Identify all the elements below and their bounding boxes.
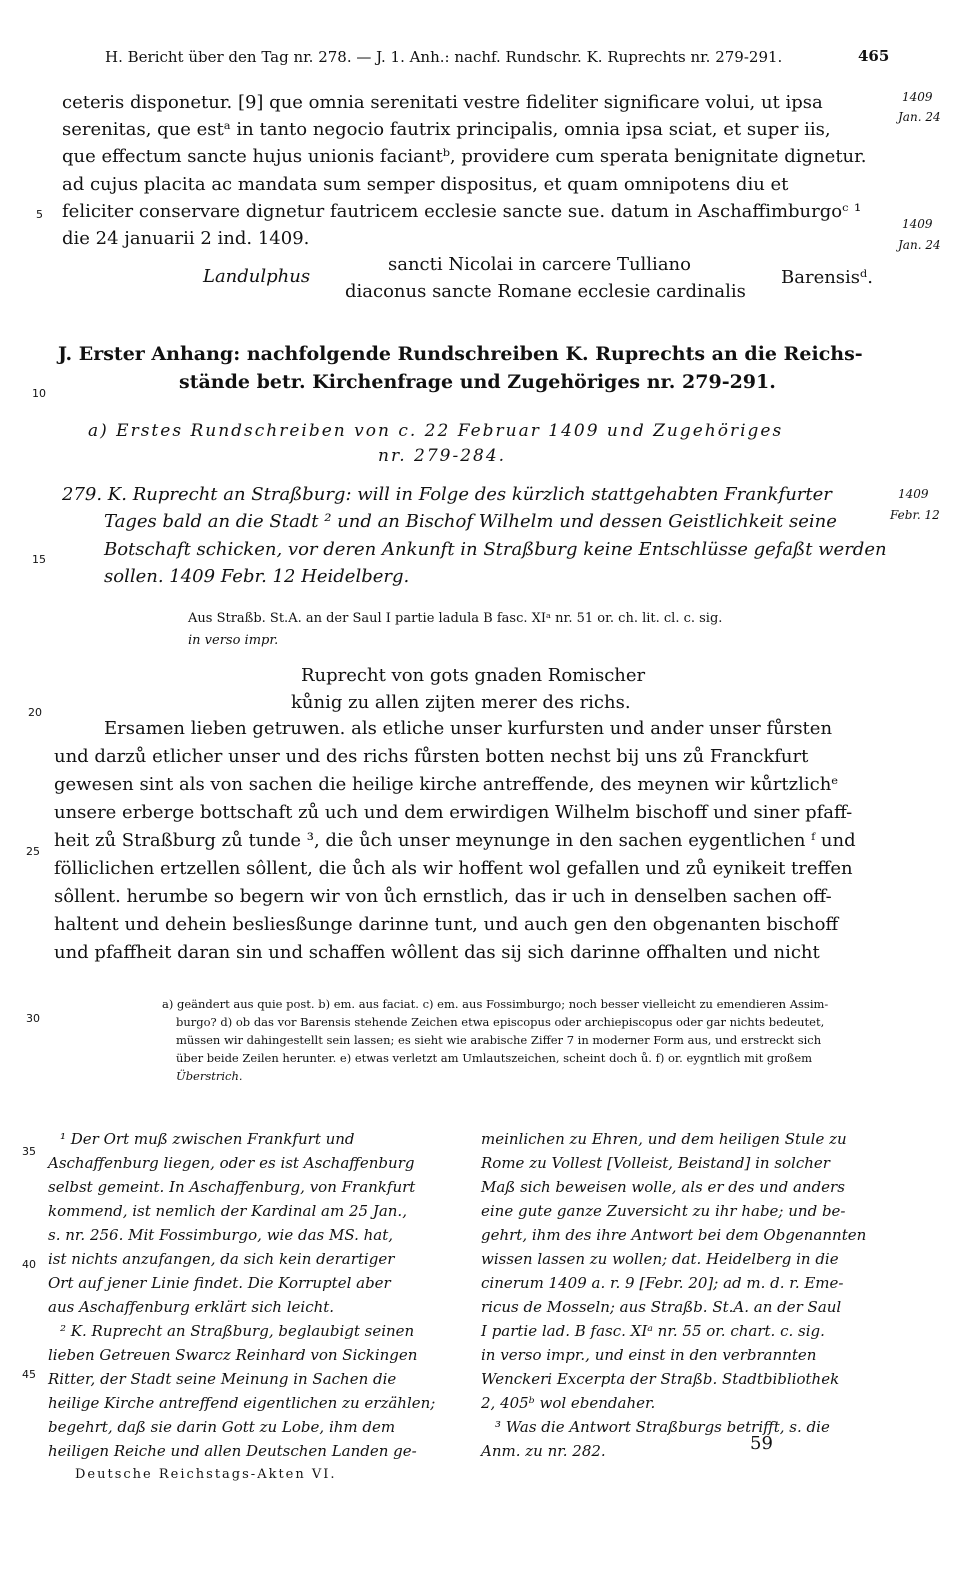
letter-intitulatio: kůnig zu allen zijten merer des richs. — [291, 692, 631, 713]
footnote-line: selbst gemeint. In Aschaffenburg, von Frankfurt — [48, 1178, 416, 1196]
footnote-line: Anm. zu nr. 282. — [481, 1442, 606, 1460]
footnote-line: meinlichen zu Ehren, und dem heiligen Stule zu — [481, 1130, 847, 1148]
line-number: 20 — [28, 706, 42, 719]
margin-date-year: 1409 — [898, 487, 929, 501]
footnote-line: kommend, ist nemlich der Kardinal am 25 Jan., — [48, 1202, 407, 1220]
footnote-line: Rome zu Vollest [Volleist, Beistand] in solcher — [481, 1154, 830, 1172]
text-line: die 24 januarii 2 ind. 1409. — [62, 228, 310, 249]
footnote-line: in verso impr., und einst in den verbrannten — [481, 1346, 817, 1364]
footnote-line: aus Aschaffenburg erklärt sich leicht. — [48, 1298, 335, 1316]
footnote-line: wissen lassen zu wollen; dat. Heidelberg in die — [481, 1250, 839, 1268]
footnote-line: ³ Was die Antwort Straßburgs betrifft, s. die — [495, 1418, 830, 1436]
line-number: 30 — [26, 1012, 40, 1025]
footnote-line: Maß sich beweisen wolle, als er des und anders — [481, 1178, 845, 1196]
letter-line: Ersamen lieben getruwen. als etliche unser kurfursten und ander unser fůrsten — [104, 718, 833, 739]
footnote-line: Ort auf jener Linie findet. Die Korruptel aber — [48, 1274, 391, 1292]
margin-date-day: Jan. 24 — [898, 110, 941, 124]
letter-line: und darzů etlicher unser und des richs fůrsten botten nechst bij uns zů Franckfurt — [54, 746, 809, 767]
line-number: 5 — [36, 208, 43, 221]
running-title: H. Bericht über den Tag nr. 278. — J. 1. Anh.: nachf. Rundschr. K. Ruprechts nr. 279-291. — [105, 48, 783, 66]
letter-line: gewesen sint als von sachen die heilige kirche antreffende, des meynen wir kůrtzlichᵉ — [54, 774, 839, 795]
letter-intitulatio: Ruprecht von gots gnaden Romischer — [301, 665, 646, 686]
margin-date-day: Jan. 24 — [898, 238, 941, 252]
line-number: 25 — [26, 845, 40, 858]
letter-line: sôllent. herumbe so begern wir von ůch ernstlich, das ir uch in denselben sachen off- — [54, 886, 832, 907]
apparatus-line: über beide Zeilen herunter. e) etwas verletzt am Umlautszeichen, scheint doch ů. f) or. eygntlich mit großem — [176, 1051, 813, 1065]
letter-line: haltent und dehein besliesßunge darinne tunt, und auch gen den obgenanten bischoff — [54, 914, 839, 935]
signature-mark: 59 — [750, 1433, 773, 1454]
footnote-line: Wenckeri Excerpta der Straßb. Stadtbibliothek — [481, 1370, 840, 1388]
section-subheading: nr. 279-284. — [378, 446, 507, 466]
section-heading: J. Erster Anhang: nachfolgende Rundschreiben K. Ruprechts an die Reichs- — [58, 343, 863, 365]
footnote-line: ist nichts anzufangen, da sich kein derartiger — [48, 1250, 395, 1268]
text-line: serenitas, que estᵃ in tanto negocio fautrix principalis, omnia ipsa sciat, et super iis, — [62, 119, 831, 140]
line-number: 15 — [32, 553, 46, 566]
letter-line: und pfaffheit daran sin und schaffen wôllent das sij sich darinne offhalten und nicht — [54, 942, 820, 963]
footnote-line: 2, 405ᵇ wol ebendaher. — [481, 1394, 656, 1412]
regest-line: sollen. 1409 Febr. 12 Heidelberg. — [104, 566, 410, 587]
regest-line: Botschaft schicken, vor deren Ankunft in Straßburg keine Entschlüsse gefaßt werden — [104, 539, 887, 560]
regest-line: Tages bald an die Stadt ² und an Bischof Wilhelm und dessen Geistlichkeit seine — [104, 511, 837, 532]
line-number: 40 — [22, 1258, 36, 1271]
line-number: 35 — [22, 1145, 36, 1158]
signature-city: Barensisᵈ. — [781, 267, 873, 288]
text-line: feliciter conservare dignetur fautricem ecclesie sancte sue. datum in Aschaffimburgoᶜ ¹ — [62, 201, 862, 222]
apparatus-line: müssen wir dahingestellt sein lassen; es sieht wie arabische Ziffer 7 in moderner Form aus, und erstreckt sich — [176, 1033, 822, 1047]
text-line: ad cujus placita ac mandata sum semper dispositus, et quam omnipotens diu et — [62, 174, 789, 195]
footnote-line: Aschaffenburg liegen, oder es ist Aschaffenburg — [48, 1154, 415, 1172]
footnote-line: I partie lad. B fasc. XIᵃ nr. 55 or. chart. c. sig. — [481, 1322, 825, 1340]
footnote-line: gehrt, ihm des ihre Antwort bei dem Obgenannten — [481, 1226, 867, 1244]
apparatus-line: Überstrich. — [176, 1069, 243, 1083]
margin-date-year: 1409 — [902, 90, 933, 104]
footnote-line: s. nr. 256. Mit Fossimburgo, wie das MS. hat, — [48, 1226, 394, 1244]
footnote-line: ¹ Der Ort muß zwischen Frankfurt und — [60, 1130, 355, 1148]
footnote-line: heilige Kirche antreffend eigentlichen zu erzählen; — [48, 1394, 436, 1412]
letter-line: heit zů Straßburg zů tunde ³, die ůch unser meynunge in den sachen eygentlichen ᶠ und — [54, 830, 856, 851]
margin-date-day: Febr. 12 — [890, 508, 940, 522]
line-number: 45 — [22, 1368, 36, 1381]
footnote-line: Ritter, der Stadt seine Meinung in Sachen die — [48, 1370, 397, 1388]
line-number: 10 — [32, 387, 46, 400]
letter-line: fölliclichen ertzellen sôllent, die ůch als wir hoffent wol gefallen und zů eynikeit treffen — [54, 858, 853, 879]
footnote-line: lieben Getreuen Swarcz Reinhard von Sickingen — [48, 1346, 418, 1364]
footnote-line: eine gute ganze Zuversicht zu ihr habe; und be- — [481, 1202, 846, 1220]
footnote-line: cinerum 1409 a. r. 9 [Febr. 20]; ad m. d. r. Eme- — [481, 1274, 844, 1292]
margin-date-year: 1409 — [902, 217, 933, 231]
page-number: 465 — [858, 47, 890, 65]
footnote-line: ricus de Mosseln; aus Straßb. St.A. an der Saul — [481, 1298, 842, 1316]
regest-line: 279. K. Ruprecht an Straßburg: will in Folge des kürzlich stattgehabten Frankfurter — [62, 484, 832, 505]
apparatus-line: burgo? d) ob das vor Barensis stehende Zeichen etwa episcopus oder archiepiscopus oder gar nichts bedeutet, — [176, 1015, 825, 1029]
signature-title-line: sancti Nicolai in carcere Tulliano — [388, 254, 691, 275]
signature-name: Landulphus — [203, 266, 311, 287]
footnote-line: ² K. Ruprecht an Straßburg, beglaubigt seinen — [60, 1322, 415, 1340]
signature-title-line: diaconus sancte Romane ecclesie cardinalis — [345, 281, 746, 302]
series-title: Deutsche Reichstags-Akten VI. — [75, 1467, 337, 1482]
section-subheading: a) Erstes Rundschreiben von c. 22 Februar 1409 und Zugehöriges — [88, 421, 784, 441]
source-line: in verso impr. — [188, 633, 279, 648]
text-line: que effectum sancte hujus unionis faciantᵇ, providere cum sperata benignitate dignetur. — [62, 146, 867, 167]
apparatus-line: a) geändert aus quie post. b) em. aus faciat. c) em. aus Fossimburgo; noch besser vielleicht zu emendieren Assim- — [162, 997, 829, 1011]
footnote-line: begehrt, daß sie darin Gott zu Lobe, ihm dem — [48, 1418, 396, 1436]
letter-line: unsere erberge bottschaft zů uch und dem erwirdigen Wilhelm bischoff und siner pfaff- — [54, 802, 853, 823]
footnote-line: heiligen Reiche und allen Deutschen Landen ge- — [48, 1442, 417, 1460]
section-heading: stände betr. Kirchenfrage und Zugehöriges nr. 279-291. — [179, 371, 776, 393]
source-line: Aus Straßb. St.A. an der Saul I partie ladula B fasc. XIᵃ nr. 51 or. ch. lit. cl. c. sig. — [188, 611, 723, 626]
text-line: ceteris disponetur. [9] que omnia serenitati vestre fideliter significare volui, ut ipsa — [62, 92, 823, 113]
